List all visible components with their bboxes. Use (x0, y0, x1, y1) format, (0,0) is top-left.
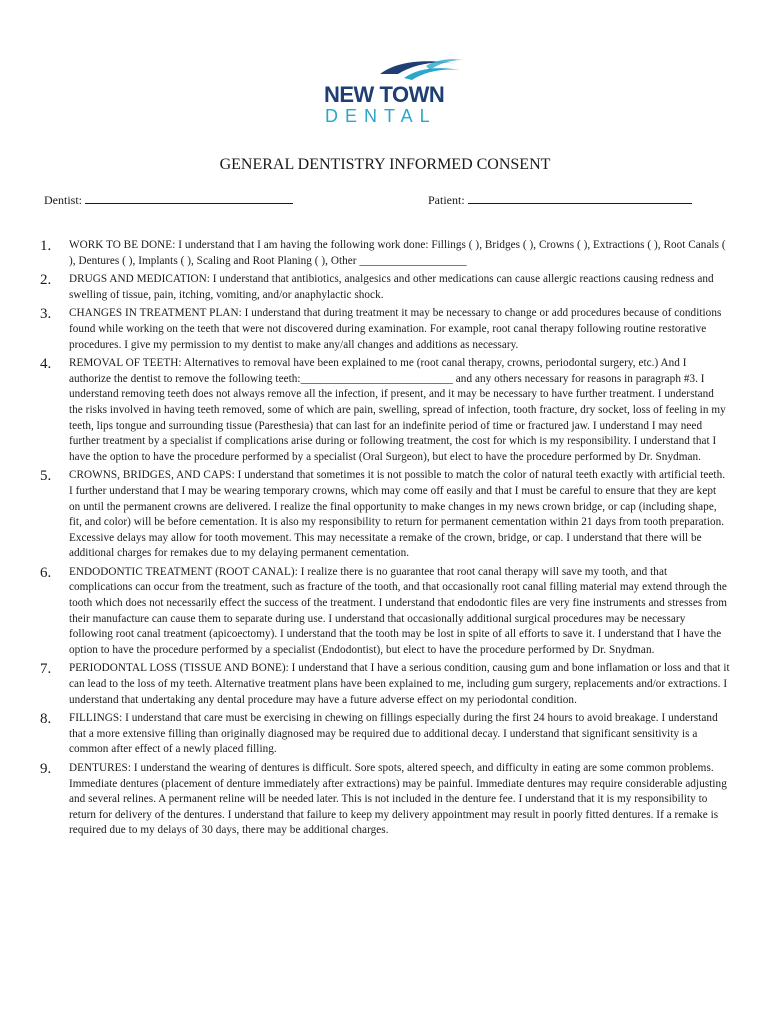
consent-list (40, 238, 730, 839)
item-number: 1. (40, 238, 52, 254)
item-number: 9. (40, 761, 52, 777)
list-item (40, 306, 730, 353)
item-number: 5. (40, 468, 52, 485)
new-town-dental-logo (318, 52, 464, 128)
list-item (40, 661, 730, 708)
list-item (40, 711, 730, 758)
list-item (40, 238, 730, 269)
patient-signature-line[interactable] (468, 192, 692, 204)
logo-line-1: NEW TOWN (324, 82, 445, 107)
item-text: WORK TO BE DONE: I understand that I am having the following work done: Fillings ( ), Bridges ( ), Crowns ( ), Extractions ( ), Root Canals ( ), Dentures ( ), Implants ( ), Scaling and Root Planing ( ), Other ___________________ (69, 239, 726, 267)
item-text: DENTURES: I understand the wearing of dentures is difficult. Sore spots, altered speech, and difficulty in eating are some common problems. Immediate dentures (placement of denture immediately after extractions) may be painful. Immediate dentures may require considerable adjusting and several relines. A permanent reline will be needed later. This is not included in the denture fee. I understand that it is my responsibility to return for delivery of the dentures. I understand that failure to keep my delivery appointment may result in poorly fitted dentures. If a remake is required due to my delays of 30 days, there may be additional charges. (69, 762, 727, 837)
item-text: PERIODONTAL LOSS (TISSUE AND BONE): I understand that I have a serious condition, causing gum and bone inflamation or loss and that it can lead to the loss of my teeth. Alternative treatment plans have been explained to me, including gum surgery, replacements and/or extractions. I understand that undertaking any dental procedure may have a future adverse effect on my periodontal condition. (69, 662, 730, 706)
list-item (40, 468, 730, 562)
item-text: CHANGES IN TREATMENT PLAN: I understand that during treatment it may be necessary to change or add procedures because of conditions found while working on the teeth that were not discovered during examination. For example, root canal therapy following routine restorative procedures. I give my permission to my dentist to make any/all changes and additions as necessary. (69, 307, 722, 351)
item-number: 6. (40, 564, 52, 581)
list-item (40, 272, 730, 303)
item-number: 8. (40, 711, 52, 728)
dentist-label: Dentist: (44, 193, 82, 207)
item-text: ENDODONTIC TREATMENT (ROOT CANAL): I realize there is no guarantee that root canal therapy will save my tooth, and that complications can occur from the treatment, such as fracture of the tooth, and that occasionally root canal filling material may extend through the tooth which does not necessarily effect the success of the treatment. I understand that endodontic files are very fine instruments and stresses from their manufacture can cause them to separate during use. I understand that occasionally additional surgical procedures may be necessary following root canal treatment (apicoectomy). I understand that the tooth may be lost in spite of all efforts to save it. I understand that I have the option to have the procedure performed by a specialist (Endodontist), but elect to have the procedure performed by Dr. Snydman. (69, 565, 728, 656)
page-title: GENERAL DENTISTRY INFORMED CONSENT (219, 156, 551, 173)
patient-field[interactable] (428, 192, 692, 207)
dentist-signature-line[interactable] (85, 192, 293, 204)
item-number: 4. (40, 356, 52, 373)
list-item (40, 761, 730, 839)
item-number: 3. (40, 306, 52, 323)
logo-line-2: DENTAL (325, 106, 437, 126)
item-text: FILLINGS: I understand that care must be exercising in chewing on fillings especially during the first 24 hours to avoid breakage. I understand that a more extensive filling than originally diagnosed may be required due to additional decay. I understand that significant sensitivity is a common after effect of a newly placed filling. (69, 712, 718, 756)
item-number: 7. (40, 661, 52, 678)
patient-label: Patient: (428, 193, 465, 207)
item-text: REMOVAL OF TEETH: Alternatives to removal have been explained to me (root canal therapy, crowns, periodontal surgery, etc.) And I authorize the dentist to remove the following teeth:___________________________ and any others necessary for reasons in paragraph #3. I understand removing teeth does not always remove all the infection, if present, and it may be necessary to have further treatment. I understand the risks involved in having teeth removed, some of which are pain, swelling, spread of infection, tooth fracture, dry socket, loss of feeling in my teeth, lips tongue and surrounding tissue (Paresthesia) that can last for an indefinite period of time or fractured jaw. I understand I may need further treatment by a specialist if complications arise during or following treatment, the cost for which is my responsibility. I understand that I have the option to have the procedure performed by a specialist (Oral Surgeon), but elect to have the procedure performed by Dr. Snydman. (69, 357, 726, 463)
list-item (40, 356, 730, 465)
item-number: 2. (40, 272, 52, 289)
dentist-field[interactable] (44, 192, 293, 207)
item-text: CROWNS, BRIDGES, AND CAPS: I understand that sometimes it is not possible to match the color of natural teeth exactly with artificial teeth. I further understand that I may be wearing temporary crowns, which may come off easily and that I must be careful to ensure that they are kept on until the permanent crowns are delivered. I realize the final opportunity to make changes in my news crown bridge, or cap (including shape, fit, and color) will be before cementation. It is also my responsibility to return for permanent cementation within 21 days from tooth preparation. Excessive delays may allow for tooth movement. This may necessitate a remake of the crown, bridge, or cap. I understand that there will be additional charges for remakes due to my delaying permanent cementation. (69, 469, 726, 560)
list-item (40, 565, 730, 659)
item-text: DRUGS AND MEDICATION: I understand that antibiotics, analgesics and other medications can cause allergic reactions causing redness and swelling of tissue, pain, itching, vomiting, and/or anaphylactic shock. (69, 273, 714, 301)
